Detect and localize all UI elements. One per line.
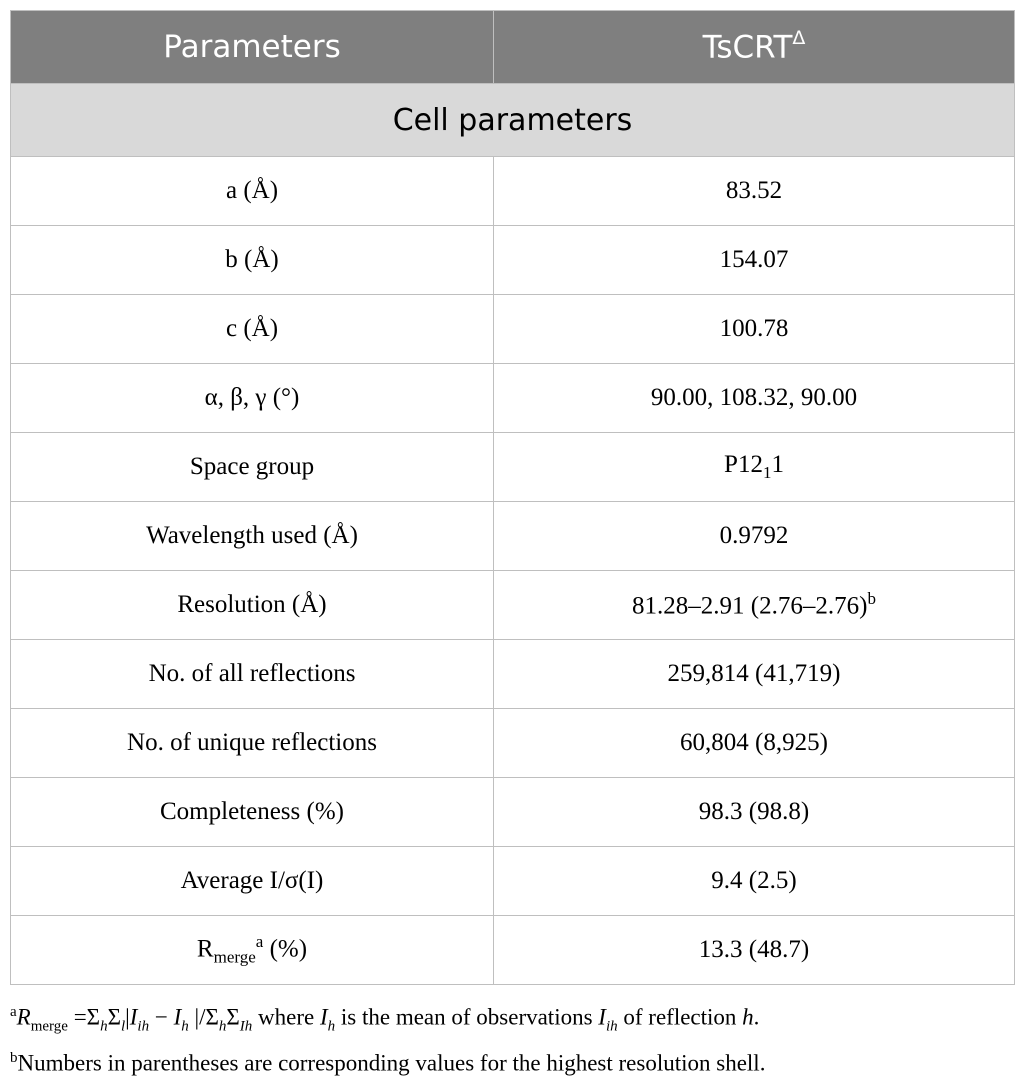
fn-i1: I	[129, 1004, 138, 1030]
fn-i2: I	[173, 1004, 182, 1030]
table-row	[11, 640, 1015, 709]
fn-h1: h	[100, 1018, 108, 1035]
row-label: Completeness (%)	[11, 778, 494, 847]
row-label: Wavelength used (Å)	[11, 502, 494, 571]
rmerge-footnote-marker: a	[255, 932, 264, 952]
header-tscrt-text: TsCRT	[702, 29, 793, 66]
footnotes	[10, 996, 1015, 1080]
space-group-post: 1	[771, 451, 784, 478]
fn-eq: =Σ	[67, 1004, 101, 1030]
fn-sigma3: Σ	[226, 1004, 240, 1030]
data-table	[10, 10, 1015, 985]
fn-sigma2: Σ	[107, 1004, 121, 1030]
rmerge-r: R	[196, 935, 214, 963]
table-row	[11, 226, 1015, 295]
row-value: 0.9792	[494, 502, 1015, 571]
row-label: Space group	[11, 433, 494, 502]
header-row	[11, 11, 1015, 84]
row-label: Resolution (Å)	[11, 571, 494, 640]
fn-i3: I	[319, 1004, 328, 1030]
space-group-pre: P12	[724, 451, 763, 478]
table-row	[11, 433, 1015, 502]
row-value: 9.4 (2.5)	[494, 847, 1015, 916]
row-value: 90.00, 108.32, 90.00	[494, 364, 1015, 433]
fn-mean: is the mean of observations	[335, 1004, 599, 1030]
row-value: 154.07	[494, 226, 1015, 295]
table-row	[11, 847, 1015, 916]
fn-h2: h	[218, 1018, 227, 1035]
footnote-b	[10, 1042, 1015, 1080]
row-value: 60,804 (8,925)	[494, 709, 1015, 778]
footnote-b-marker: b	[10, 1050, 18, 1067]
footnote-b-text: Numbers in parentheses are corresponding values for the highest resolution shell.	[17, 1050, 766, 1076]
section-row	[11, 84, 1015, 157]
row-value: 259,814 (41,719)	[494, 640, 1015, 709]
rmerge-sub: merge	[213, 947, 256, 967]
footnote-a	[10, 996, 1015, 1042]
fn-i4-sub: ih	[605, 1018, 618, 1035]
rmerge-unit: (%)	[263, 935, 308, 963]
header-tscrt	[494, 11, 1015, 84]
row-label: c (Å)	[11, 295, 494, 364]
resolution-value: 81.28–2.91 (2.76–2.76)	[632, 592, 868, 620]
row-label: No. of unique reflections	[11, 709, 494, 778]
section-title: Cell parameters	[11, 84, 1015, 157]
fn-i2-sub: h	[181, 1018, 189, 1035]
footnote-a-marker: a	[10, 1004, 17, 1020]
fn-r: R	[16, 1004, 31, 1030]
row-label: a (Å)	[11, 157, 494, 226]
fn-i4: I	[598, 1004, 606, 1030]
row-value: 83.52	[494, 157, 1015, 226]
row-label: No. of all reflections	[11, 640, 494, 709]
fn-i1-sub: ih	[137, 1018, 150, 1035]
fn-minus: −	[149, 1004, 174, 1030]
fn-h-end: h	[742, 1004, 754, 1030]
row-value	[494, 571, 1015, 640]
fn-where: where	[252, 1004, 320, 1030]
fn-i3-sub: h	[327, 1018, 336, 1035]
table-row	[11, 502, 1015, 571]
row-value: 100.78	[494, 295, 1015, 364]
fn-ih3: Ih	[239, 1018, 253, 1035]
row-value: 98.3 (98.8)	[494, 778, 1015, 847]
row-label: b (Å)	[11, 226, 494, 295]
table-row	[11, 709, 1015, 778]
fn-period: .	[753, 1004, 760, 1030]
table-row	[11, 295, 1015, 364]
table-row	[11, 157, 1015, 226]
table-row	[11, 364, 1015, 433]
fn-ofref: of reflection	[617, 1004, 743, 1030]
table-row	[11, 916, 1015, 985]
fn-r-sub: merge	[30, 1018, 68, 1035]
row-value	[494, 433, 1015, 502]
row-value: 13.3 (48.7)	[494, 916, 1015, 985]
header-delta-sup: Δ	[792, 26, 806, 49]
fn-rest1: |/Σ	[188, 1004, 219, 1030]
space-group-sub: 1	[762, 463, 772, 482]
row-label: Average I/σ(I)	[11, 847, 494, 916]
header-parameters: Parameters	[11, 11, 494, 84]
table-row	[11, 571, 1015, 640]
resolution-footnote-marker: b	[867, 589, 876, 609]
fn-bar1: |	[125, 1004, 130, 1030]
row-label	[11, 916, 494, 985]
table-row	[11, 778, 1015, 847]
row-label: α, β, γ (°)	[11, 364, 494, 433]
fn-l: l	[120, 1018, 126, 1035]
